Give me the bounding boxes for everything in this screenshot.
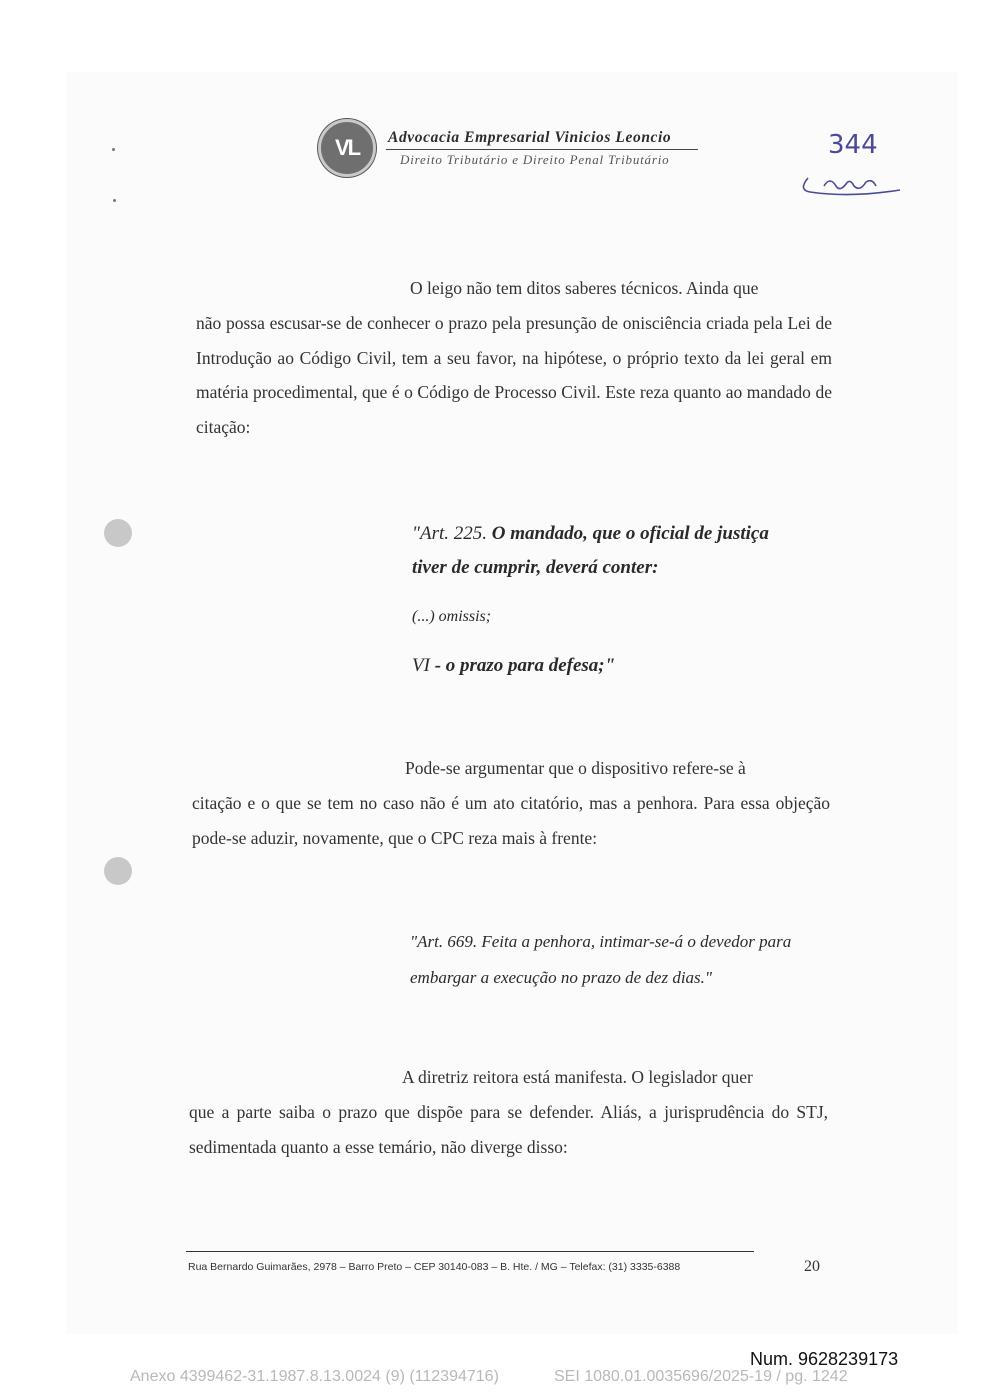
paragraph-2-first-line: Pode-se argumentar que o dispositivo refere-se à xyxy=(405,758,746,778)
footer-rule xyxy=(186,1251,754,1252)
paragraph-1-first-line: O leigo não tem ditos saberes técnicos. Ainda que xyxy=(410,278,759,298)
firm-name: Advocacia Empresarial Vinicios Leoncio xyxy=(388,129,672,146)
margin-mark xyxy=(112,148,115,151)
paragraph-3-first-line: A diretriz reitora está manifesta. O legislador quer xyxy=(402,1067,753,1087)
paragraph-1-body: não possa escusar-se de conhecer o prazo pela presunção de onisciência criada pela Lei de Introdução ao Código Civil, tem a seu favor, na hipótese, o próprio texto da lei geral em matéria procedimental, que é o Código de Processo Civil. Este reza quanto ao mandado de citação: xyxy=(196,313,832,437)
quote-art-669 xyxy=(410,924,830,996)
paragraph-2-body: citação e o que se tem no caso não é um ato citatório, mas a penhora. Para essa objeção pode-se aduzir, novamente, que o CPC reza mais à frente: xyxy=(192,793,830,848)
quote-art-text-b: tiver de cumprir, deverá conter: xyxy=(412,557,659,578)
letterhead-rule xyxy=(386,149,698,150)
quote-omissis: (...) omissis; xyxy=(412,608,492,625)
handwritten-page-stamp: 344 xyxy=(828,130,878,160)
quote-item-number: VI xyxy=(412,655,430,676)
logo-text: VL xyxy=(334,135,360,160)
footer-address: Rua Bernardo Guimarães, 2978 – Barro Preto – CEP 30140-083 – B. Hte. / MG – Telefax: (31) 3335-6388 xyxy=(188,1261,681,1273)
quote-669-line-2: embargar a execução no prazo de dez dias." xyxy=(410,968,713,987)
annex-watermark xyxy=(130,1368,848,1386)
quote-669-line-1: "Art. 669. Feita a penhora, intimar-se-á o devedor para xyxy=(410,932,792,951)
handwritten-signature xyxy=(790,128,910,198)
quote-art-number: "Art. 225. xyxy=(412,523,488,544)
page-number: 20 xyxy=(804,1258,820,1275)
quote-item-vi xyxy=(412,652,615,680)
punch-hole xyxy=(104,519,132,547)
firm-subtitle: Direito Tributário e Direito Penal Tributário xyxy=(400,152,670,167)
annex-reference: Anexo 4399462-31.1987.8.13.0024 (9) (112394716) xyxy=(130,1368,499,1385)
punch-hole xyxy=(104,857,132,885)
document-number: Num. 9628239173 xyxy=(750,1349,899,1369)
quote-art-text-a: O mandado, que o oficial de justiça xyxy=(491,523,769,544)
quote-item-text: - o prazo para defesa;" xyxy=(434,655,616,676)
quote-art-225 xyxy=(412,517,834,585)
margin-mark xyxy=(113,199,116,202)
paragraph-3-body: que a parte saiba o prazo que dispõe para se defender. Aliás, a jurisprudência do STJ, sedimentada quanto a esse temário, não diverge disso: xyxy=(189,1102,828,1157)
sei-reference: SEI 1080.01.0035696/2025-19 / pg. 1242 xyxy=(554,1368,848,1385)
firm-logo xyxy=(318,119,376,177)
